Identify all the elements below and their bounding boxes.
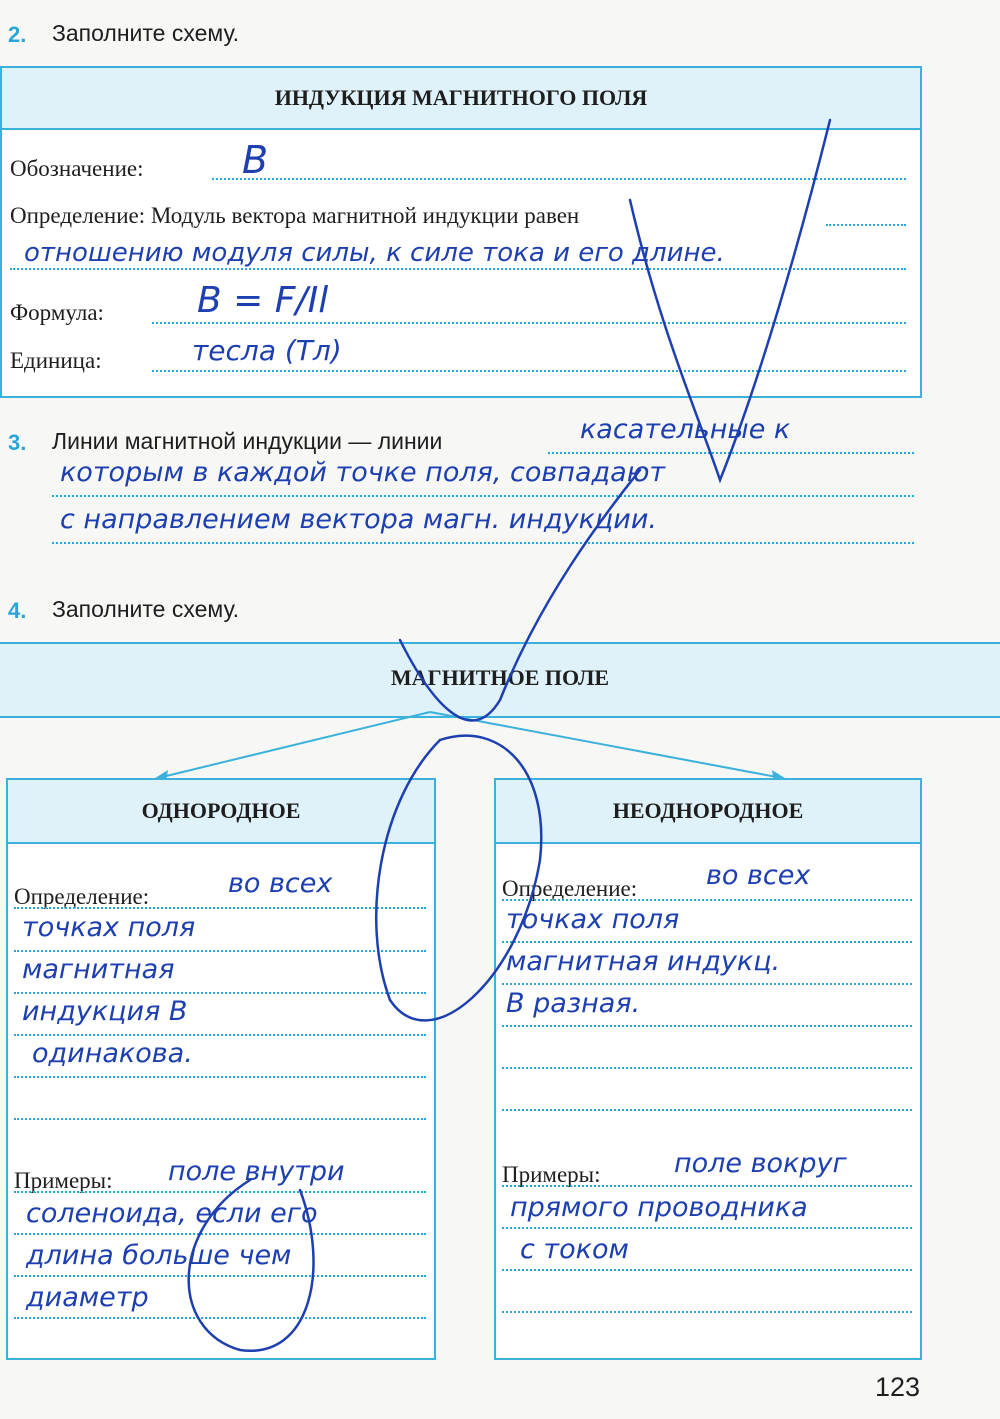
designation-answer: B [242,138,269,182]
nonuniform-examples-label: Примеры: [502,1162,601,1187]
nonuniform-box [494,778,922,1360]
nonuniform-def-answer-4: B разная. [506,988,641,1019]
uniform-ex-line-1[interactable] [14,1191,426,1193]
page-number: 123 [874,1372,920,1402]
task2-prompt: Заполните схему. [52,20,240,46]
definition-answer: отношению модуля силы, к силе тока и его длине. [24,238,725,268]
formula-label: Формула: [10,300,104,325]
nonuniform-ex-answer-2: прямого проводника [510,1192,808,1223]
nonuniform-ex-line-2[interactable] [502,1227,912,1229]
arrow-left [158,712,430,778]
nonuniform-ex-line-3[interactable] [502,1269,912,1271]
nonuniform-def-line-3[interactable] [502,983,912,985]
uniform-definition-label: Определение: [14,884,150,909]
task3-answer-2: которым в каждой точке поля, совпадают [60,457,666,488]
uniform-ex-answer-3: длина больше чем [26,1240,292,1271]
uniform-box [6,778,436,1360]
unit-answer: тесла (Тл) [192,334,342,367]
uniform-def-answer-5: одинакова. [32,1038,193,1069]
induction-title: ИНДУКЦИЯ МАГНИТНОГО ПОЛЯ [2,68,920,130]
uniform-def-answer-2: точках поля [22,912,196,943]
nonuniform-def-line-6[interactable] [502,1109,912,1111]
uniform-def-line-3[interactable] [14,992,426,994]
formula-answer: B = F/Il [197,280,329,321]
nonuniform-def-answer-2: точках поля [506,904,680,935]
uniform-examples-label: Примеры: [14,1168,113,1193]
nonuniform-def-line-4[interactable] [502,1025,912,1027]
uniform-ex-answer-1: поле внутри [168,1156,345,1187]
nonuniform-ex-line-1[interactable] [502,1185,912,1187]
uniform-def-answer-1: во всех [228,868,333,899]
nonuniform-def-answer-3: магнитная индукц. [506,946,781,977]
uniform-title: ОДНОРОДНОЕ [8,780,434,844]
magnetic-field-title: МАГНИТНОЕ ПОЛЕ [0,642,1000,718]
nonuniform-def-line-2[interactable] [502,941,912,943]
nonuniform-title: НЕОДНОРОДНОЕ [496,780,920,844]
definition-label: Определение: Модуль вектора магнитной индукции равен [10,203,580,228]
uniform-ex-answer-4: диаметр [26,1282,149,1313]
uniform-def-line-1[interactable] [14,907,426,909]
nonuniform-def-line-1[interactable] [502,899,912,901]
unit-label: Единица: [10,348,102,373]
task3-prompt: Линии магнитной индукции — линии [52,428,443,454]
uniform-ex-line-4[interactable] [14,1317,426,1319]
nonuniform-ex-answer-1: поле вокруг [674,1148,847,1179]
task2-number: 2. [8,22,27,47]
task3-answer-3: с направлением вектора магн. индукции. [60,504,657,535]
uniform-def-line-5[interactable] [14,1076,426,1078]
uniform-def-answer-3: магнитная [22,954,175,985]
uniform-ex-answer-2: соленоида, если его [26,1198,318,1229]
task3-number: 3. [8,430,27,455]
uniform-def-line-4[interactable] [14,1034,426,1036]
designation-label: Обозначение: [10,156,144,181]
nonuniform-definition-label: Определение: [502,876,638,901]
nonuniform-ex-line-4[interactable] [502,1311,912,1313]
task3-answer-1: касательные к [580,414,791,445]
arrow-right [430,712,782,778]
task4-prompt: Заполните схему. [52,596,240,622]
uniform-ex-line-2[interactable] [14,1233,426,1235]
nonuniform-def-line-5[interactable] [502,1067,912,1069]
nonuniform-ex-answer-3: с током [520,1234,629,1265]
task4-number: 4. [8,598,27,623]
uniform-def-answer-4: индукция B [22,996,188,1027]
uniform-def-line-6[interactable] [14,1118,426,1120]
uniform-def-line-2[interactable] [14,950,426,952]
uniform-ex-line-3[interactable] [14,1275,426,1277]
nonuniform-def-answer-1: во всех [706,860,811,891]
